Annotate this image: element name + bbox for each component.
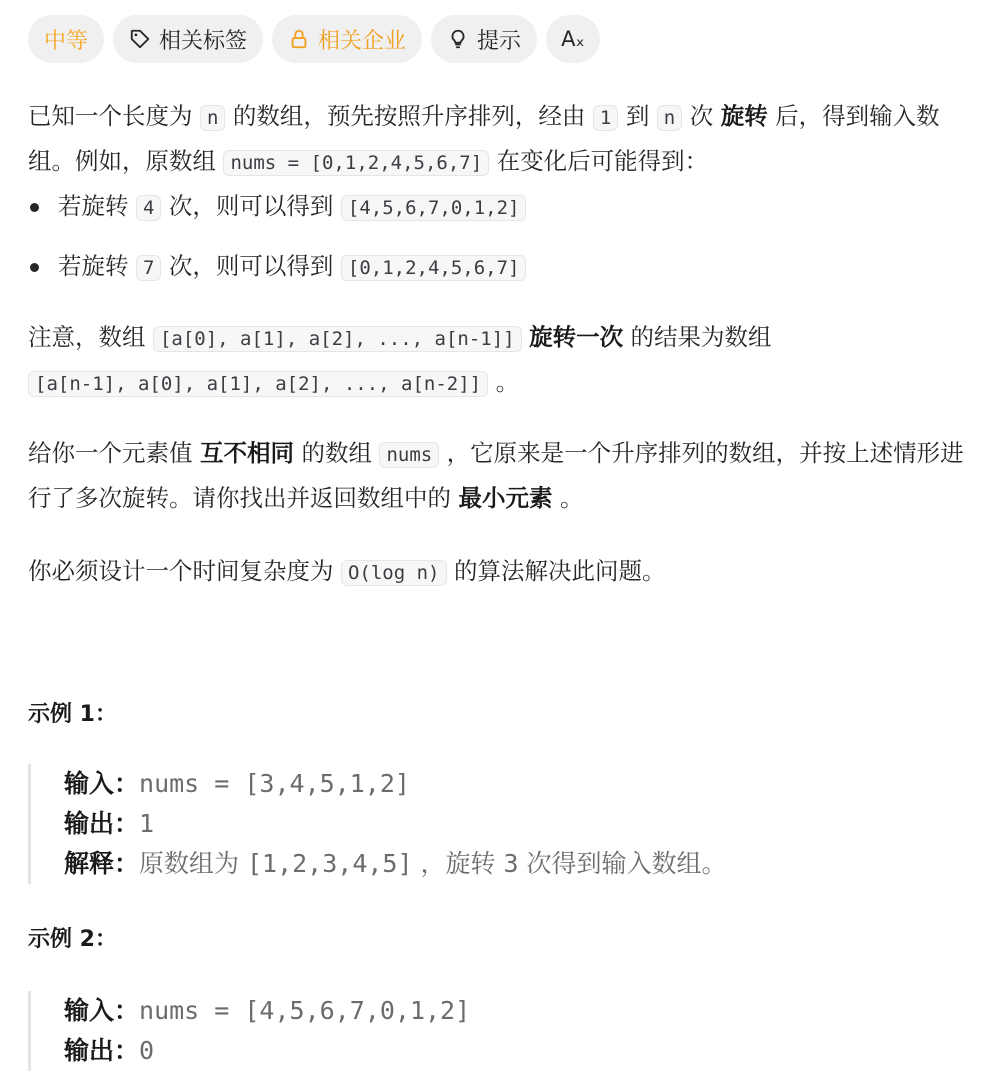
input-label: 输入： <box>64 769 140 798</box>
inline-code: n <box>200 105 225 131</box>
description-paragraph-4 <box>28 550 978 595</box>
text: 次，则可以得到 <box>161 252 341 280</box>
rotation-examples-list <box>28 185 978 290</box>
text: 注意，数组 <box>28 323 153 351</box>
inline-code: 7 <box>136 255 161 281</box>
inline-code: [a[n-1], a[0], a[1], a[2], ..., a[n-2]] <box>28 371 488 397</box>
text: 次，则可以得到 <box>161 192 341 220</box>
text: 在变化后可能得到： <box>489 147 709 175</box>
input-value: nums = [3,4,5,1,2] <box>139 769 410 798</box>
list-item <box>58 185 978 230</box>
example-2-input-row <box>64 991 978 1031</box>
tag-bar <box>28 15 600 63</box>
description-paragraph-3 <box>28 432 978 520</box>
inline-code: 4 <box>136 195 161 221</box>
topics-tag-button[interactable] <box>113 15 263 63</box>
text: 。 <box>488 368 520 396</box>
bold-text: 旋转一次 <box>529 323 624 351</box>
output-value: 1 <box>139 809 155 838</box>
output-value: 0 <box>139 1036 155 1065</box>
inline-code: nums = [0,1,2,4,5,6,7] <box>223 150 489 176</box>
inline-code: [a[0], a[1], a[2], ..., a[n-1]] <box>153 326 522 352</box>
companies-tag-label: 相关企业 <box>318 28 407 54</box>
explain-text: 次得到输入数组。 <box>518 849 727 878</box>
difficulty-label: 中等 <box>44 28 89 54</box>
explain-text: ，旋转 <box>412 849 504 878</box>
lock-icon <box>288 28 310 50</box>
input-label: 输入： <box>64 996 140 1025</box>
bold-text: 旋转 <box>720 102 768 130</box>
translate-icon: Aₓ <box>561 27 585 51</box>
output-label: 输出： <box>64 1036 140 1065</box>
text: ，它原来是一个升序排列的数组，并按上述情形进行了多次旋转。请你找出并返回数组中的 <box>28 439 964 512</box>
example-2-output-row <box>64 1031 978 1071</box>
example-1-block <box>28 764 978 884</box>
lightbulb-icon <box>447 28 469 50</box>
hint-label: 提示 <box>477 28 522 54</box>
text: 的数组，预先按照升序排列，经由 <box>225 102 593 130</box>
inline-code: 1 <box>593 105 618 131</box>
hint-button[interactable] <box>431 15 537 63</box>
tag-icon <box>129 28 151 50</box>
explain-code: [1,2,3,4,5] <box>246 849 413 878</box>
text: 到 <box>618 102 657 130</box>
list-item <box>58 245 978 290</box>
companies-tag-button[interactable] <box>272 15 422 63</box>
description-paragraph-2 <box>28 316 978 406</box>
explain-label: 解释： <box>64 849 140 878</box>
output-label: 输出： <box>64 809 140 838</box>
example-1-explain-row <box>64 844 978 884</box>
text: 后，得到输入数组。例如，原数组 <box>28 102 940 175</box>
example-1-output-row <box>64 804 978 844</box>
translate-button[interactable] <box>546 15 600 63</box>
text: 已知一个长度为 <box>28 102 200 130</box>
inline-code: nums <box>379 442 439 468</box>
text: 。 <box>552 484 584 512</box>
text: 给你一个元素值 <box>28 439 200 467</box>
inline-code: [0,1,2,4,5,6,7] <box>341 255 527 281</box>
input-value: nums = [4,5,6,7,0,1,2] <box>139 996 471 1025</box>
explain-code: 3 <box>503 849 519 878</box>
text: 次 <box>682 102 721 130</box>
difficulty-badge <box>28 15 104 63</box>
text <box>522 323 529 351</box>
bold-text: 互不相同 <box>199 439 294 467</box>
example-2-block <box>28 991 978 1071</box>
example-1-title: 示例 1： <box>28 702 117 727</box>
example-1-input-row <box>64 764 978 804</box>
description-paragraph-1 <box>28 95 978 185</box>
text: 的算法解决此问题。 <box>446 557 666 585</box>
topics-tag-label: 相关标签 <box>159 28 248 54</box>
text: 的结果为数组 <box>623 323 772 351</box>
inline-code: O(log n) <box>341 560 447 586</box>
problem-description <box>28 95 978 1071</box>
bold-text: 最小元素 <box>458 484 553 512</box>
text: 若旋转 <box>58 252 136 280</box>
inline-code: n <box>657 105 682 131</box>
explain-text: 原数组为 <box>139 849 247 878</box>
text: 若旋转 <box>58 192 136 220</box>
text: 的数组 <box>293 439 380 467</box>
inline-code: [4,5,6,7,0,1,2] <box>341 195 527 221</box>
example-2-title: 示例 2： <box>28 927 117 952</box>
text: 你必须设计一个时间复杂度为 <box>28 557 341 585</box>
